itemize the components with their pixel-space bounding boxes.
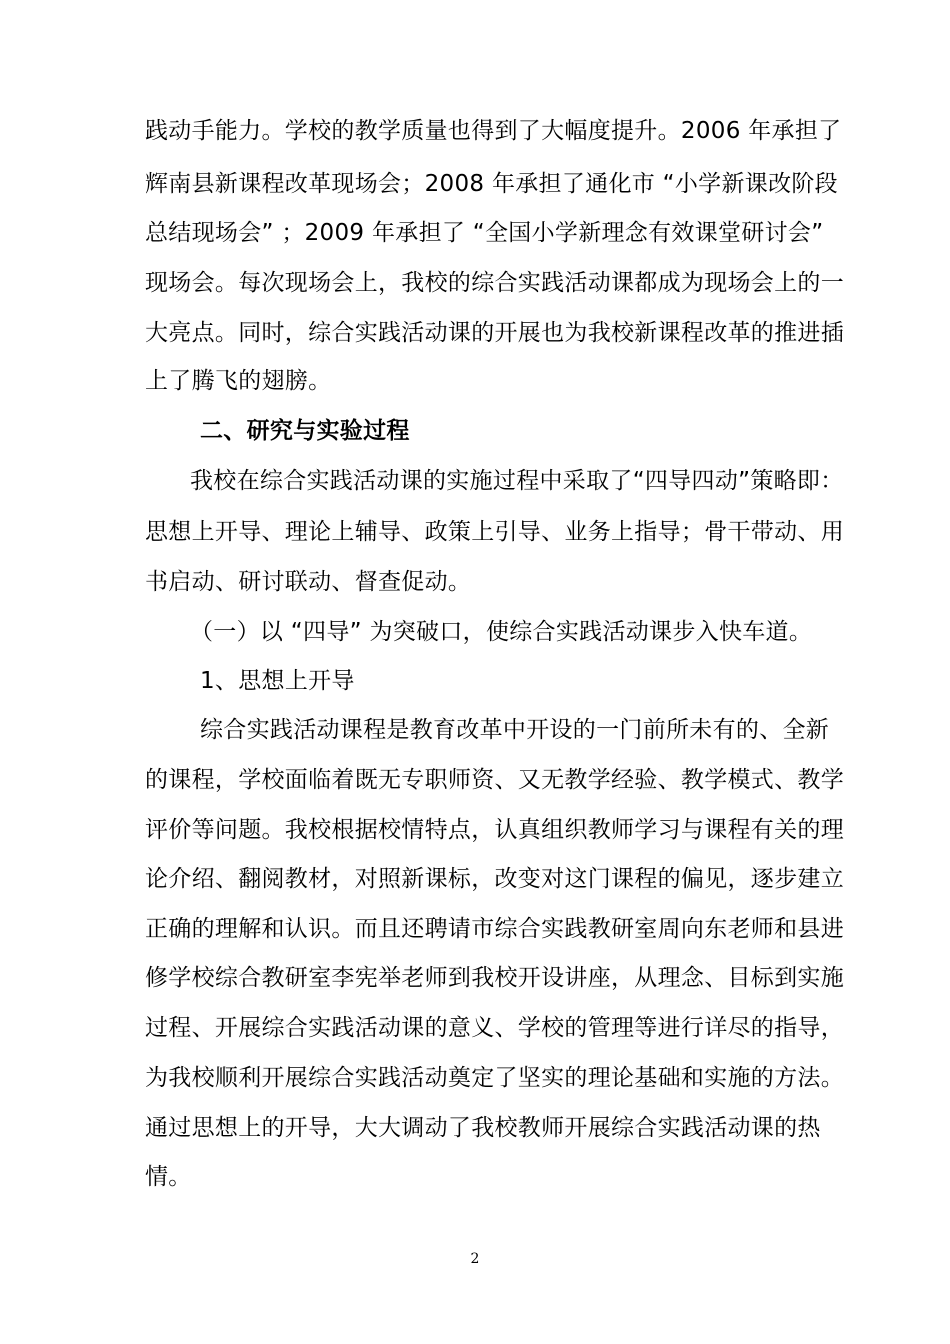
paragraph-line: 的课程，学校面临着既无专职师资、又无教学经验、教学模式、教学	[145, 767, 844, 793]
item-heading: 1、思想上开导	[200, 668, 355, 694]
page-number: 2	[470, 1251, 480, 1267]
paragraph-line: 我校在综合实践活动课的实施过程中采取了“四导四动”策略即：	[190, 468, 844, 494]
paragraph-line: 综合实践活动课程是教育改革中开设的一门前所未有的、全新	[200, 717, 830, 743]
paragraph-line: 过程、开展综合实践活动课的意义、学校的管理等进行详尽的指导，	[145, 1015, 844, 1041]
paragraph-line: 上了腾飞的翅膀。	[145, 368, 332, 394]
paragraph-line: 通过思想上的开导，大大调动了我校教师开展综合实践活动课的热	[145, 1115, 821, 1141]
paragraph-line: 正确的理解和认识。而且还聘请市综合实践教研室周向东老师和县进	[145, 916, 844, 942]
paragraph-line: 评价等问题。我校根据校情特点，认真组织教师学习与课程有关的理	[145, 817, 844, 843]
subsection-heading: （一）以 “四导” 为突破口，使综合实践活动课步入快车道。	[190, 619, 813, 645]
paragraph-line: 为我校顺利开展综合实践活动奠定了坚实的理论基础和实施的方法。	[145, 1065, 844, 1091]
paragraph-line: 大亮点。同时，综合实践活动课的开展也为我校新课程改革的推进插	[145, 320, 844, 346]
paragraph-line: 书启动、研讨联动、督查促动。	[145, 569, 472, 595]
paragraph-line: 修学校综合教研室李宪举老师到我校开设讲座，从理念、目标到实施	[145, 965, 844, 991]
paragraph-line: 总结现场会” ；2009 年承担了 “全国小学新理念有效课堂研讨会”	[145, 220, 824, 246]
section-heading: 二、研究与实验过程	[200, 418, 410, 444]
paragraph-line: 践动手能力。学校的教学质量也得到了大幅度提升。2006 年承担了	[145, 118, 842, 144]
paragraph-line: 现场会。每次现场会上，我校的综合实践活动课都成为现场会上的一	[145, 270, 844, 296]
paragraph-line: 论介绍、翻阅教材，对照新课标，改变对这门课程的偏见，逐步建立	[145, 866, 844, 892]
paragraph-line: 辉南县新课程改革现场会；2008 年承担了通化市 “小学新课改阶段	[145, 171, 838, 197]
paragraph-line: 思想上开导、理论上辅导、政策上引导、业务上指导；骨干带动、用	[145, 519, 844, 545]
paragraph-line: 情。	[145, 1164, 192, 1190]
